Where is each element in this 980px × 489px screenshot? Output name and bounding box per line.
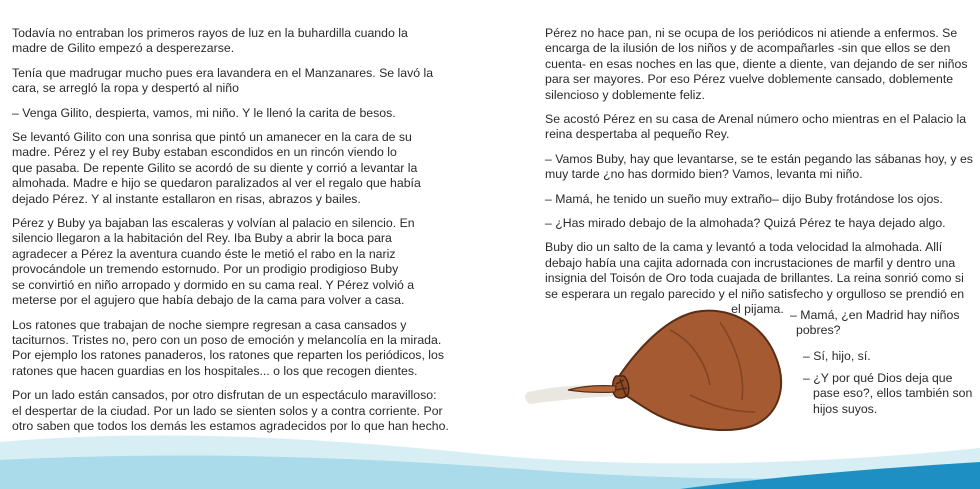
left-paragraph-3 <box>12 106 450 121</box>
sack-body <box>618 311 781 430</box>
dialog-question-1 <box>790 308 960 339</box>
text-line: Se acostó Pérez en su casa de Arenal número ocho mientras en el Palacio la <box>545 112 967 127</box>
text-line: muy tarde ¿no has dormido bien? Vamos, levanta mi niño. <box>545 167 863 182</box>
dialog-question-2 <box>803 371 972 417</box>
left-paragraph-2 <box>12 66 450 97</box>
right-paragraph-1 <box>545 26 970 103</box>
text-line: dejado Pérez. Y al instante estallaron en risas, abrazos y bailes. <box>12 191 361 206</box>
text-line: pobres? <box>796 323 841 338</box>
text-line: almohada. Madre e hijo se quedaron paralizados al ver el regalo que había <box>12 176 421 191</box>
text-line: se esperara un regalo parecido y el niño satisfecho y orgulloso se prendió en <box>545 286 965 301</box>
text-line: insignia del Toisón de Oro toda cuajada de brillantes. La reina sonrió como si <box>545 271 964 286</box>
text-line: Buby dio un salto de la cama y levantó a toda velocidad la almohada. Allí <box>545 240 943 255</box>
text-line: taciturnos. Tristes no, pero con un poso de emoción y melancolía en la mirada. <box>12 332 442 347</box>
text-line: Todavía no entraban los primeros rayos de luz en la buhardilla cuando la <box>12 26 408 40</box>
text-line: que pasaba. De repente Gilito se acordó de su diente y corrió a levantar la <box>12 160 418 175</box>
text-line: agradecer a Pérez la aventura cuando éste le metió el rabo en la nariz <box>12 246 396 261</box>
text-line: Pérez no hace pan, ni se ocupa de los periódicos ni atiende a enfermos. Se <box>545 26 958 40</box>
text-line: – ¿Has mirado debajo de la almohada? Quizá Pérez te haya dejado algo. <box>545 216 946 231</box>
left-page <box>12 26 450 443</box>
text-line: meterse por el agujero que había debajo de la cama para volver a casa. <box>12 293 405 308</box>
text-line: silencioso y doblemente feliz. <box>545 87 705 102</box>
text-line: reina despertaba al pequeño Rey. <box>545 127 730 142</box>
right-paragraph-3 <box>545 151 973 183</box>
text-line: Por un lado están cansados, por otro disfrutan de un espectáculo maravilloso: <box>12 388 437 403</box>
text-line: cuenta- en esas noches en las que, diente a diente, van dejando de ser niños <box>545 56 968 71</box>
cloth-sack-icon <box>520 300 790 435</box>
text-line: provocándole un tremendo estornudo. Por un prodigio prodigioso Buby <box>12 262 399 277</box>
text-line: Tenía que madrugar mucho pues era lavandera en el Manzanares. Se lavó la <box>12 65 434 80</box>
text-line: – ¿Y por qué Dios deja que <box>803 371 953 385</box>
text-line: ratones que hacen guardias en los hospitales... o los que recogen dientes. <box>12 363 418 378</box>
left-paragraph-5 <box>12 216 450 308</box>
left-paragraph-1 <box>12 26 450 57</box>
text-line: Pérez y Buby ya bajaban las escaleras y volvían al palacio en silencio. En <box>12 216 415 231</box>
text-line: el pijama. <box>731 302 784 317</box>
text-line: Por ejemplo los ratones panaderos, los ratones que reparten los periódicos, los <box>12 348 445 363</box>
text-line: – Sí, hijo, sí. <box>803 349 871 363</box>
text-line: – Mamá, ¿en Madrid hay niños <box>790 308 960 322</box>
text-line: hijos suyos. <box>813 401 878 416</box>
text-line: el despertar de la ciudad. Por un lado se sienten solos y a contra corriente. Por <box>12 403 443 418</box>
text-line: pase eso?, ellos también son <box>813 386 973 401</box>
right-paragraph-4 <box>545 192 970 207</box>
text-line: – Mamá, he tenido un sueño muy extraño– dijo Buby frotándose los ojos. <box>545 191 943 206</box>
text-line: cara, se arregló la ropa y despertó al niño <box>12 81 239 96</box>
text-line: – Vamos Buby, hay que levantarse, se te están pegando las sábanas hoy, y es <box>545 151 973 166</box>
right-paragraph-2 <box>545 112 970 143</box>
text-line: – Venga Gilito, despierta, vamos, mi niño. Y le llenó la carita de besos. <box>12 105 396 120</box>
dialog-answer <box>803 349 871 364</box>
text-line: Se levantó Gilito con una sonrisa que pintó un amanecer en la cara de su <box>12 130 412 145</box>
text-line: para ser mayores. Por eso Pérez vuelve doblemente cansado, doblemente <box>545 72 954 87</box>
text-line: se convirtió en niño arropado y dormido en su cama real. Y Pérez volvió a <box>12 277 415 292</box>
text-line: debajo había una cajita adornada con incrustaciones de marfil y dentro una <box>545 255 956 270</box>
left-paragraph-4 <box>12 130 450 207</box>
text-line: encarga de la ilusión de los niños y de acompañarles -sin que ellos se den <box>545 41 951 56</box>
right-page <box>545 26 973 327</box>
text-line: otro saben que todos los demás les estamos agradecidos por lo que han hecho. <box>12 418 449 433</box>
text-line: Los ratones que trabajan de noche siempre regresan a casa cansados y <box>12 317 407 332</box>
right-paragraph-5 <box>545 216 970 231</box>
text-line: madre de Gilito empezó a desperezarse. <box>12 41 235 56</box>
decorative-wave-footer <box>0 420 980 489</box>
text-line: silencio llegaron a la habitación del Rey. Iba Buby a abrir la boca para <box>12 231 392 246</box>
left-paragraph-6 <box>12 318 450 380</box>
text-line: madre. Pérez y el rey Buby estaban escondidos en un rincón viendo lo <box>12 145 397 160</box>
